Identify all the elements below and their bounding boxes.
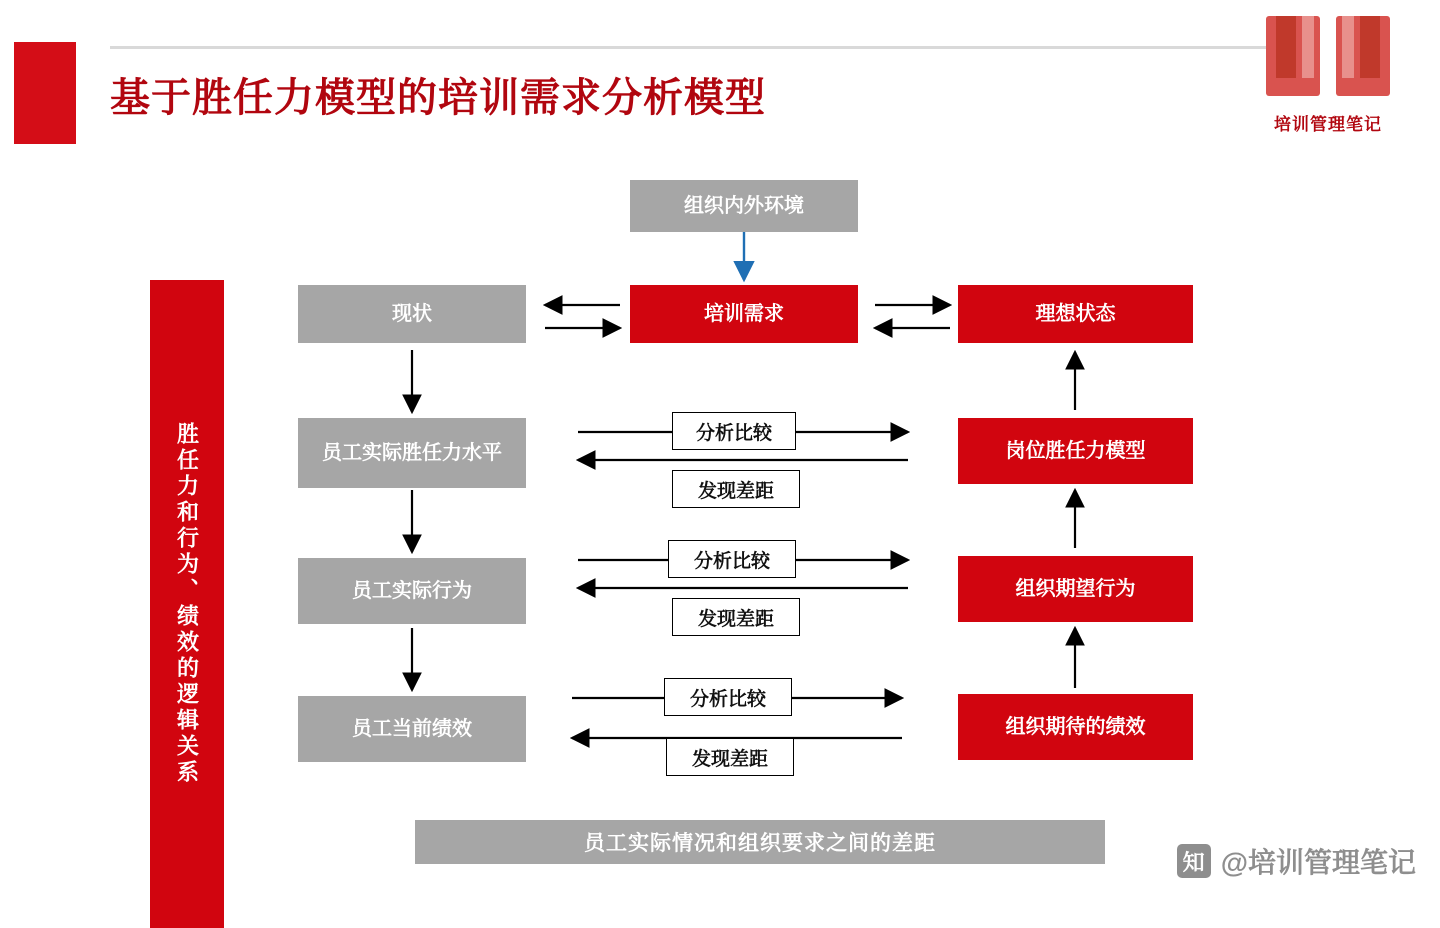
node-organization-expected-performance[interactable]: 组织期待的绩效 <box>958 694 1193 760</box>
node-organization-environment[interactable]: 组织内外环境 <box>630 180 858 232</box>
node-training-need[interactable]: 培训需求 <box>630 285 858 343</box>
watermark <box>1177 841 1416 881</box>
zhihu-logo-icon: 知 <box>1177 844 1211 878</box>
label-find-gap-2[interactable]: 发现差距 <box>672 598 800 636</box>
header-accent-bar <box>14 42 76 144</box>
side-banner: 胜任力和行为、绩效的逻辑关系 <box>150 280 224 928</box>
node-position-competency-model[interactable]: 岗位胜任力模型 <box>958 418 1193 484</box>
watermark-text: @培训管理笔记 <box>1220 847 1416 878</box>
open-book-icon <box>1258 12 1398 108</box>
label-analysis-compare-3[interactable]: 分析比较 <box>664 678 792 716</box>
node-organization-expected-behavior[interactable]: 组织期望行为 <box>958 556 1193 622</box>
node-employee-actual-behavior[interactable]: 员工实际行为 <box>298 558 526 624</box>
label-analysis-compare-2[interactable]: 分析比较 <box>668 540 796 578</box>
node-ideal-state[interactable]: 理想状态 <box>958 285 1193 343</box>
page-header <box>0 0 1440 160</box>
node-current-state[interactable]: 现状 <box>298 285 526 343</box>
label-find-gap-1[interactable]: 发现差距 <box>672 470 800 508</box>
page-title: 基于胜任力模型的培训需求分析模型 <box>110 76 766 120</box>
label-find-gap-3[interactable]: 发现差距 <box>666 738 794 776</box>
label-analysis-compare-1[interactable]: 分析比较 <box>672 412 796 450</box>
header-divider <box>110 46 1270 49</box>
logo-caption: 培训管理笔记 <box>1274 115 1382 134</box>
node-employee-actual-competency[interactable]: 员工实际胜任力水平 <box>298 418 526 488</box>
node-employee-current-performance[interactable]: 员工当前绩效 <box>298 696 526 762</box>
diagram-canvas <box>0 160 1440 911</box>
brand-logo <box>1258 12 1398 142</box>
footer-gap-bar: 员工实际情况和组织要求之间的差距 <box>415 820 1105 864</box>
